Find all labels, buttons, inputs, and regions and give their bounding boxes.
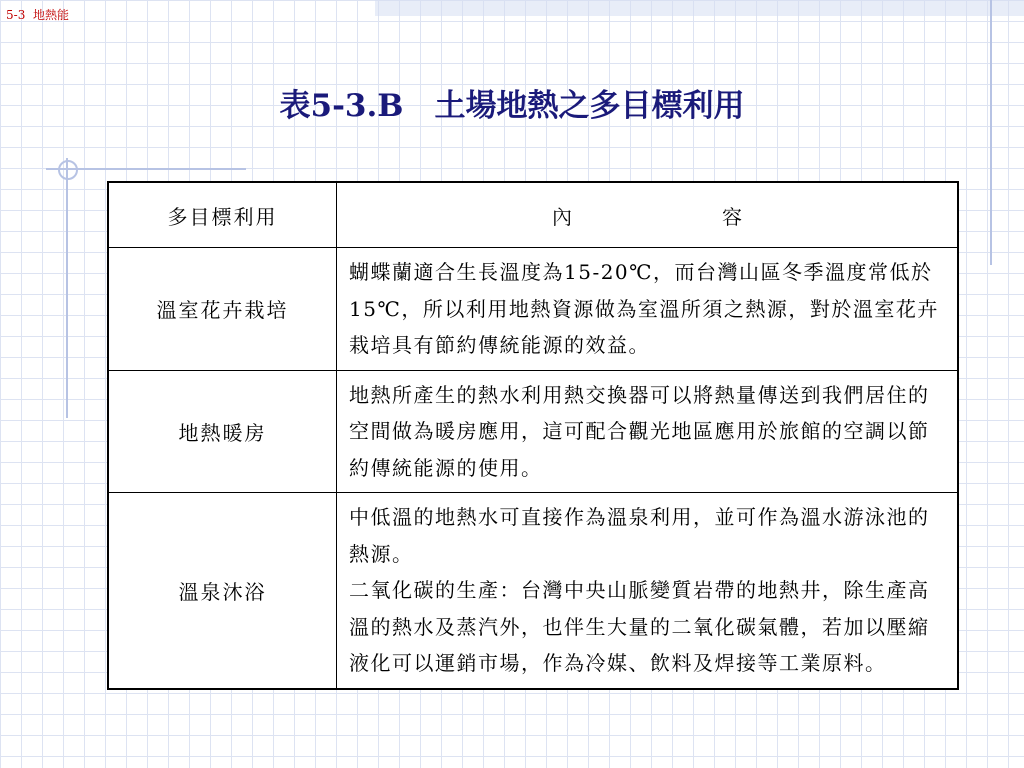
- multi-use-table: [107, 181, 959, 690]
- header-cell-content: [337, 182, 959, 248]
- content-paragraph: 地熱所產生的熱水利用熱交換器可以將熱量傳送到我們居住的空間做為暖房應用，這可配合觀光地區應用於旅館的空調以節約傳統能源的使用。: [349, 382, 930, 480]
- header-content-char-2: 容: [722, 204, 742, 229]
- content-paragraph: 中低溫的地熱水可直接作為溫泉利用，並可作為溫水游泳池的熱源。: [349, 505, 930, 566]
- table-row: [108, 493, 958, 689]
- table-row: [108, 248, 958, 371]
- right-decorative-line: [990, 0, 992, 265]
- content-paragraph: 蝴蝶蘭適合生長溫度為15-20℃，而台灣山區冬季溫度常低於15℃，所以利用地熱資源做為室溫所須之熱源，對於溫室花卉栽培具有節約傳統能源的效益。: [349, 260, 939, 357]
- slide-title: 表5-3.B 土場地熱之多目標利用: [279, 88, 745, 124]
- section-label: 5-3 地熱能: [6, 8, 69, 22]
- left-decorative-vertical-line: [66, 158, 68, 418]
- row-content-cell: [337, 370, 959, 493]
- row-use-cell: 溫泉沐浴: [108, 493, 337, 689]
- table-row: [108, 370, 958, 493]
- header-cell-use: 多目標利用: [108, 182, 337, 248]
- content-paragraph: 二氧化碳的生產：台灣中央山脈變質岩帶的地熱井，除生產高溫的熱水及蒸汽外，也伴生大量的二氧化碳氣體，若加以壓縮液化可以運銷市場，作為冷媒、飲料及焊接等工業原料。: [349, 578, 930, 675]
- row-use-cell: 溫室花卉栽培: [108, 248, 337, 371]
- header-content-char-1: 內: [552, 204, 572, 229]
- crosshair-circle-icon: [58, 160, 78, 180]
- row-content-cell: [337, 248, 959, 371]
- top-decorative-band: [375, 0, 1024, 16]
- table-header-row: [108, 182, 958, 248]
- row-content-cell: [337, 493, 959, 689]
- row-use-cell: 地熱暖房: [108, 370, 337, 493]
